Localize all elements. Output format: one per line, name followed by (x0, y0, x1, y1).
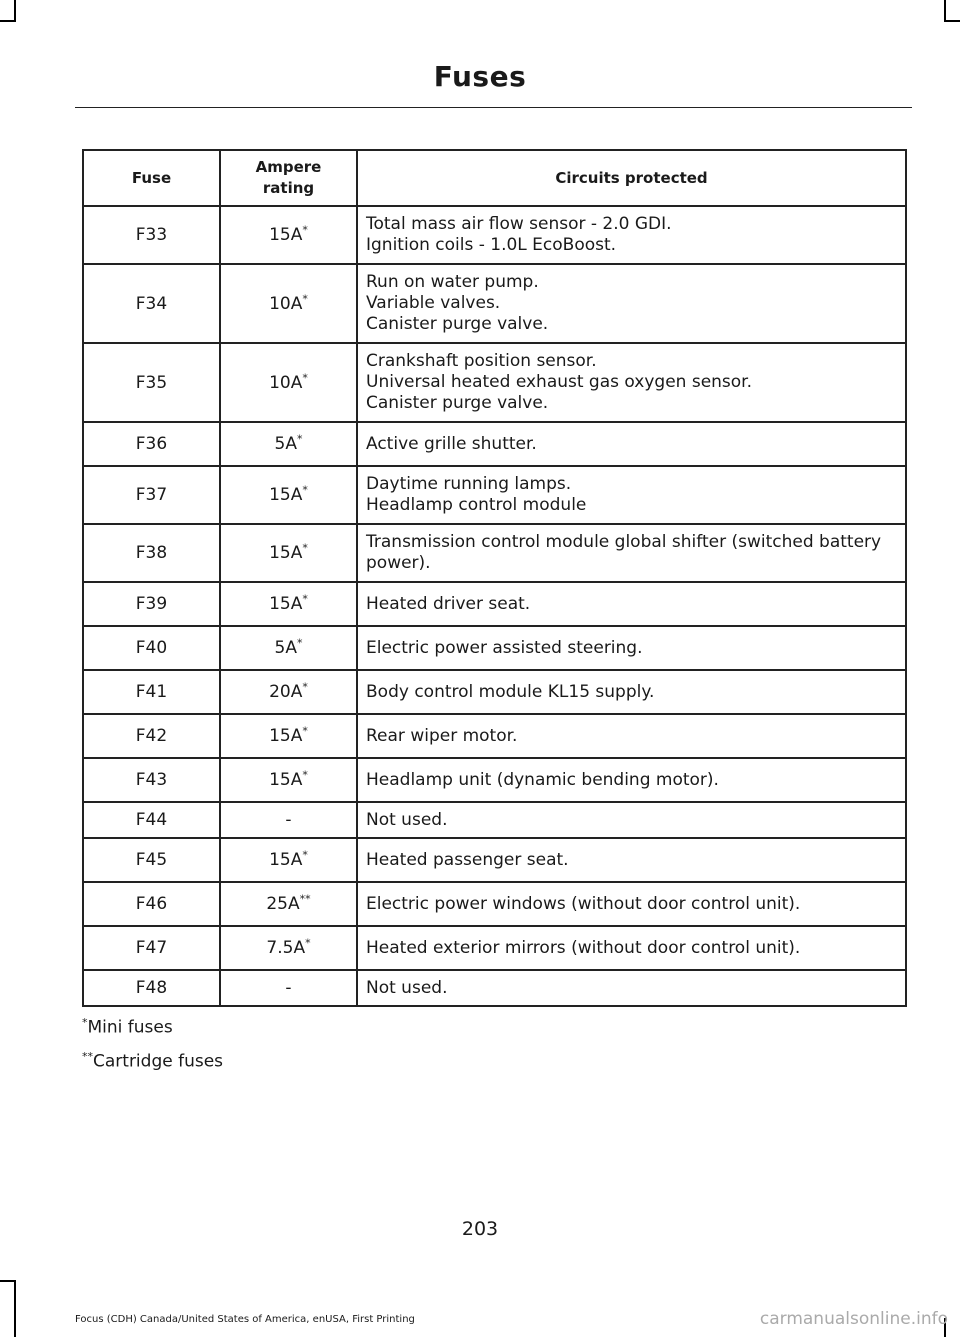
ampere-value: 15A (269, 485, 303, 505)
crop-mark (0, 1280, 16, 1282)
circuit-line: Heated passenger seat. (366, 849, 569, 870)
fuse-id-cell: F48 (83, 970, 220, 1006)
fuse-id-cell: F43 (83, 758, 220, 802)
table-row (83, 714, 906, 758)
circuit-line: Total mass air flow sensor - 2.0 GDI. (366, 214, 672, 234)
footnote-text: Cartridge fuses (93, 1051, 224, 1072)
table-row (83, 838, 906, 882)
fuse-type-mark: * (302, 370, 308, 384)
table-row (83, 422, 906, 466)
footnote-text: Mini fuses (87, 1017, 173, 1038)
fuse-type-mark: * (305, 936, 311, 950)
ampere-rating-cell (220, 264, 357, 343)
fuse-id-cell: F47 (83, 926, 220, 970)
circuit-line: Heated exterior mirrors (without door control unit). (366, 937, 801, 958)
footnote-mark: * (82, 1016, 88, 1029)
circuits-cell (357, 264, 906, 343)
circuits-cell (357, 466, 906, 524)
table-row (83, 670, 906, 714)
fuse-type-mark: ** (299, 892, 311, 906)
ampere-rating-cell (220, 882, 357, 926)
ampere-rating-cell (220, 466, 357, 524)
ampere-rating-cell (220, 838, 357, 882)
table-row (83, 758, 906, 802)
ampere-value: 5A (274, 434, 297, 454)
fuse-type-mark: * (302, 541, 308, 555)
fuse-type-mark: * (302, 768, 308, 782)
fuse-id-cell: F45 (83, 838, 220, 882)
fuse-type-mark: * (302, 592, 308, 606)
ampere-value: 15A (269, 543, 303, 563)
circuit-line: Canister purge valve. (366, 314, 549, 334)
circuit-line: Variable valves. (366, 293, 501, 313)
page-number: 203 (461, 1218, 499, 1240)
circuit-line: Electric power assisted steering. (366, 637, 643, 658)
circuits-cell (357, 758, 906, 802)
ampere-rating-cell (220, 422, 357, 466)
circuit-line: Universal heated exhaust gas oxygen sensor. (366, 372, 753, 392)
circuits-cell (357, 343, 906, 422)
ampere-rating-cell (220, 758, 357, 802)
ampere-rating-cell (220, 670, 357, 714)
circuit-line: Electric power windows (without door control unit). (366, 893, 801, 914)
circuits-cell (357, 970, 906, 1006)
table-row (83, 524, 906, 582)
fuse-table (82, 149, 907, 1007)
fuse-type-mark: * (302, 483, 308, 497)
circuits-cell (357, 626, 906, 670)
footnote (82, 1050, 223, 1072)
circuit-line: Transmission control module global shifter (switched battery power). (366, 532, 882, 573)
circuits-cell (357, 422, 906, 466)
fuse-id-cell: F42 (83, 714, 220, 758)
ampere-rating-cell (220, 714, 357, 758)
fuse-type-mark: * (302, 291, 308, 305)
footer-text: Focus (CDH) Canada/United States of America, enUSA, First Printing (75, 1314, 415, 1325)
table-row (83, 582, 906, 626)
fuse-id-cell: F39 (83, 582, 220, 626)
ampere-rating-cell (220, 626, 357, 670)
circuit-line: Not used. (366, 977, 448, 998)
crop-mark (14, 1280, 16, 1337)
column-header-ampere-rating: Ampere rating (220, 150, 357, 206)
ampere-rating-cell (220, 343, 357, 422)
circuits-cell (357, 670, 906, 714)
table-row (83, 882, 906, 926)
ampere-value: 15A (269, 726, 303, 746)
fuse-id-cell: F38 (83, 524, 220, 582)
circuit-line: Heated driver seat. (366, 593, 531, 614)
crop-mark (0, 20, 16, 22)
title-divider (75, 107, 912, 108)
circuit-line: Daytime running lamps. (366, 474, 572, 494)
table-row (83, 343, 906, 422)
ampere-value: 15A (269, 594, 303, 614)
circuits-cell (357, 524, 906, 582)
table-row (83, 970, 906, 1006)
circuits-cell (357, 926, 906, 970)
crop-mark (14, 0, 16, 20)
circuits-cell (357, 882, 906, 926)
crop-mark (944, 20, 960, 22)
column-header-circuits: Circuits protected (357, 150, 906, 206)
circuits-cell (357, 714, 906, 758)
circuit-line: Not used. (366, 809, 448, 830)
circuits-cell (357, 802, 906, 838)
circuits-cell (357, 838, 906, 882)
fuse-id-cell: F36 (83, 422, 220, 466)
fuse-id-cell: F41 (83, 670, 220, 714)
ampere-value: 20A (269, 682, 303, 702)
circuit-line: Ignition coils - 1.0L EcoBoost. (366, 235, 617, 255)
ampere-rating-cell (220, 206, 357, 264)
ampere-value: 15A (269, 850, 303, 870)
ampere-value: 5A (274, 638, 297, 658)
fuse-id-cell: F40 (83, 626, 220, 670)
fuse-id-cell: F33 (83, 206, 220, 264)
crop-mark (944, 0, 946, 20)
ampere-rating-cell (220, 802, 357, 838)
fuse-type-mark: * (302, 848, 308, 862)
circuit-line: Headlamp unit (dynamic bending motor). (366, 769, 719, 790)
fuse-type-mark: * (296, 636, 303, 650)
circuits-cell (357, 582, 906, 626)
ampere-rating-cell (220, 524, 357, 582)
fuse-id-cell: F44 (83, 802, 220, 838)
circuit-line: Crankshaft position sensor. (366, 351, 597, 371)
ampere-value: 15A (269, 770, 303, 790)
ampere-value: 10A (269, 293, 303, 314)
table-row (83, 206, 906, 264)
fuse-id-cell: F46 (83, 882, 220, 926)
table-row (83, 466, 906, 524)
ampere-rating-cell (220, 926, 357, 970)
watermark: carmanualsonline.info (759, 1309, 948, 1329)
table-row (83, 802, 906, 838)
circuit-line: Run on water pump. (366, 272, 539, 292)
circuit-line: Body control module KL15 supply. (366, 681, 655, 702)
page-title: Fuses (433, 60, 527, 93)
circuit-line: Headlamp control module (366, 495, 587, 515)
fuse-id-cell: F34 (83, 264, 220, 343)
circuits-cell (357, 206, 906, 264)
ampere-value: - (285, 978, 292, 998)
ampere-value: - (285, 810, 292, 830)
column-header-fuse: Fuse (83, 150, 220, 206)
table-header-row (83, 150, 906, 206)
fuse-id-cell: F35 (83, 343, 220, 422)
circuit-line: Rear wiper motor. (366, 725, 518, 746)
footnote-mark: ** (82, 1049, 93, 1063)
circuit-line: Active grille shutter. (366, 433, 537, 454)
ampere-rating-cell (220, 582, 357, 626)
footnotes (82, 1016, 223, 1083)
footnote (82, 1016, 223, 1038)
table-row (83, 926, 906, 970)
fuse-type-mark: * (302, 680, 308, 694)
fuse-type-mark: * (302, 223, 308, 237)
fuse-type-mark: * (302, 724, 308, 738)
ampere-value: 15A (269, 225, 303, 245)
table-row (83, 626, 906, 670)
ampere-value: 10A (269, 372, 303, 393)
ampere-value: 7.5A (266, 938, 306, 958)
fuse-id-cell: F37 (83, 466, 220, 524)
table-row (83, 264, 906, 343)
circuit-line: Canister purge valve. (366, 393, 549, 413)
ampere-value: 25A (266, 894, 300, 914)
fuse-type-mark: * (296, 432, 303, 446)
ampere-rating-cell (220, 970, 357, 1006)
